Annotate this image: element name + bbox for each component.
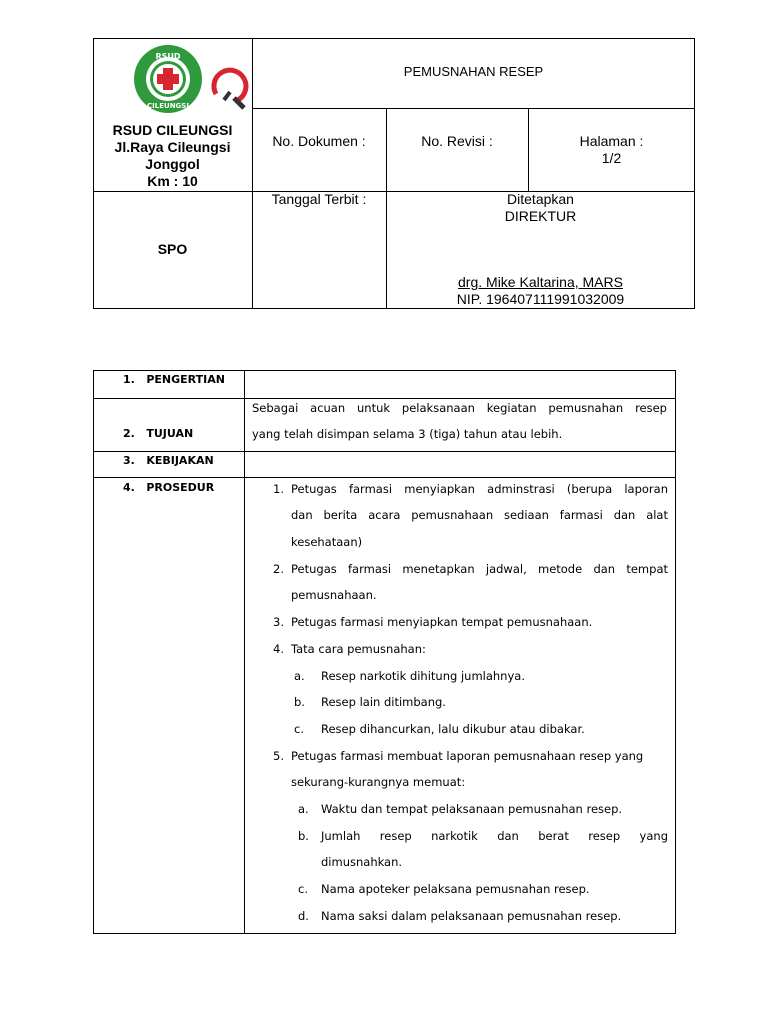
halaman-value: 1/2 [601, 150, 622, 166]
content-divider-h2 [93, 451, 676, 452]
step-4-number: 4. [273, 642, 284, 656]
step-5-line-1: Petugas farmasi membuat laporan pemusnahaan resep yang [291, 749, 644, 763]
step-5-number: 5. [273, 749, 284, 763]
content-divider-h1 [93, 398, 676, 399]
kebijakan-label: 3. KEBIJAKAN [123, 454, 214, 467]
ditetapkan-label: Ditetapkan [507, 191, 574, 207]
hospital-address-block [93, 122, 252, 190]
pengertian-label: 1. PENGERTIAN [123, 373, 225, 386]
step-2-number: 2. [273, 562, 284, 576]
tujuan-text-line-1: Sebagai acuan untuk pelaksanaan kegiatan pemusnahan resep [252, 401, 667, 415]
address-line-2: Jonggol [145, 156, 200, 172]
logo-text-top: RSUD [155, 52, 181, 61]
content-divider-v [244, 370, 245, 934]
direktur-label: DIREKTUR [504, 208, 577, 224]
step-5c-text: Nama apoteker pelaksana pemusnahan resep. [321, 882, 590, 896]
tanggal-terbit-label: Tanggal Terbit : [271, 191, 367, 207]
address-line-1: Jl.Raya Cileungsi [114, 139, 231, 155]
logo-text-bottom: CILEUNGSI [147, 102, 189, 110]
header-divider-h1 [252, 108, 695, 109]
halaman-label: Halaman : [579, 133, 644, 149]
step-3-line-1: Petugas farmasi menyiapkan tempat pemusnahaan. [291, 615, 593, 629]
step-1-line-2: dan berita acara pemusnahaan sediaan farmasi dan alat [291, 508, 668, 522]
tujuan-text-line-2: yang telah disimpan selama 3 (tiga) tahun atau lebih. [252, 427, 563, 441]
step-4b-letter: b. [294, 695, 305, 709]
step-4a-letter: a. [294, 669, 305, 683]
no-dokumen-label: No. Dokumen : [272, 133, 366, 149]
director-name: drg. Mike Kaltarina, MARS [458, 274, 623, 290]
step-4b-text: Resep lain ditimbang. [321, 695, 446, 709]
no-revisi-label: No. Revisi : [421, 133, 493, 149]
step-4-line-1: Tata cara pemusnahan: [291, 642, 426, 656]
step-5a-text: Waktu dan tempat pelaksanaan pemusnahan resep. [321, 802, 623, 816]
hospital-name: RSUD CILEUNGSI [112, 122, 233, 138]
step-2-line-2: pemusnahaan. [291, 588, 377, 602]
tujuan-label: 2. TUJUAN [123, 427, 194, 440]
step-5b-line-2: dimusnahkan. [321, 855, 403, 869]
step-2-line-1: Petugas farmasi menetapkan jadwal, metode dan tempat [291, 562, 668, 576]
step-1-number: 1. [273, 482, 284, 496]
document-title: PEMUSNAHAN RESEP [403, 64, 544, 79]
step-5a-letter: a. [298, 802, 309, 816]
step-5d-letter: d. [298, 909, 309, 923]
step-3-number: 3. [273, 615, 284, 629]
spo-label: SPO [157, 241, 188, 257]
hospital-logo [130, 42, 255, 117]
step-4a-text: Resep narkotik dihitung jumlahnya. [321, 669, 525, 683]
step-1-line-1: Petugas farmasi menyiapkan adminstrasi (berupa laporan [291, 482, 668, 496]
step-4c-text: Resep dihancurkan, lalu dikubur atau dibakar. [321, 722, 585, 736]
prosedur-label: 4. PROSEDUR [123, 481, 215, 494]
content-divider-h3 [93, 477, 676, 478]
director-nip: NIP. 196407111991032009 [456, 291, 625, 307]
step-5d-text: Nama saksi dalam pelaksanaan pemusnahan resep. [321, 909, 622, 923]
step-4c-letter: c. [294, 722, 304, 736]
step-5-line-2: sekurang-kurangnya memuat: [291, 775, 466, 789]
step-5b-line-1: Jumlah resep narkotik dan berat resep yang [321, 829, 668, 843]
step-1-line-3: kesehataan) [291, 535, 363, 549]
step-5b-letter: b. [298, 829, 309, 843]
address-line-3: Km : 10 [147, 173, 198, 189]
step-5c-letter: c. [298, 882, 308, 896]
